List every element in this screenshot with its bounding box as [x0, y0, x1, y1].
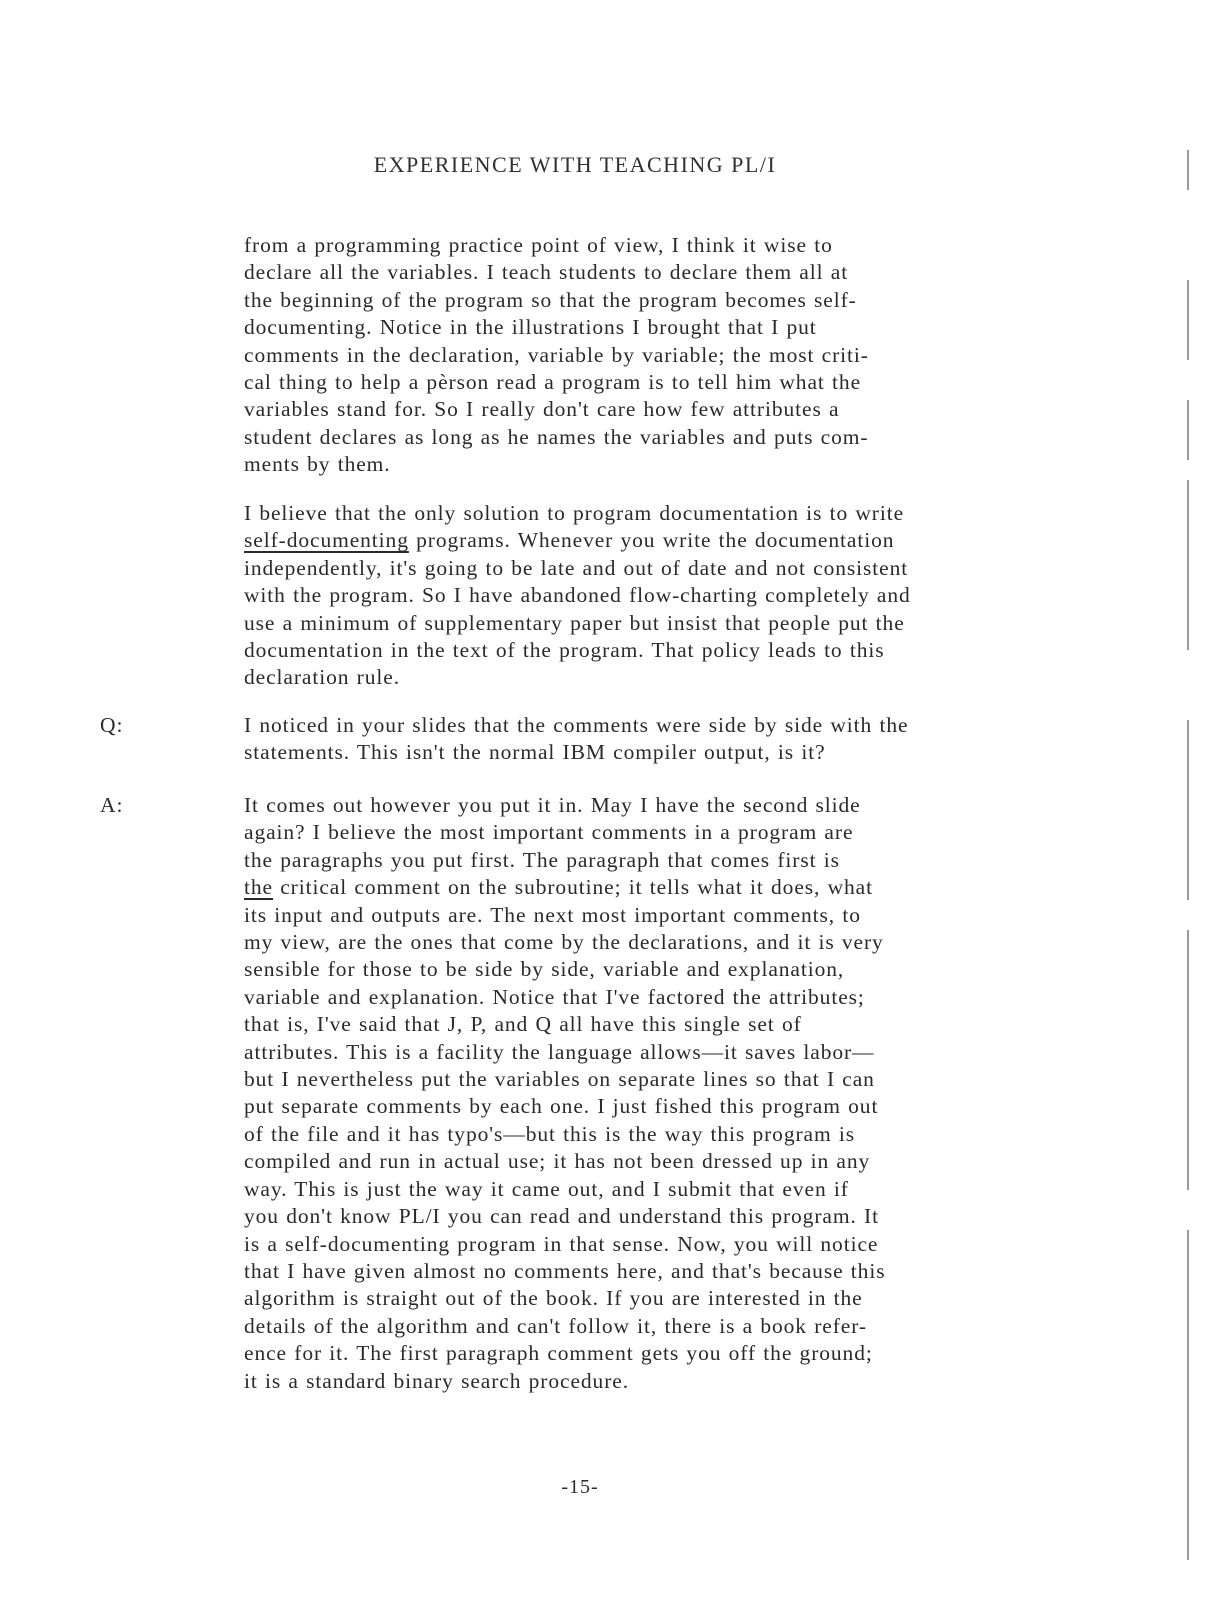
scan-edge-line: [1187, 480, 1189, 650]
text-line: use a minimum of supplementary paper but insist that people put the: [244, 610, 905, 635]
text-line: I noticed in your slides that the comments were side by side with the: [244, 713, 909, 737]
text-line: again? I believe the most important comments in a program are: [244, 820, 854, 845]
paragraph-declarations: [244, 232, 1089, 479]
text-line: compiled and run in actual use; it has not been dressed up in any: [244, 1149, 871, 1174]
text-line: my view, are the ones that come by the declarations, and it is very: [244, 930, 884, 955]
text-line: it is a standard binary search procedure.: [244, 1368, 629, 1393]
scan-edge-line: [1187, 720, 1189, 900]
text-line: statements. This isn't the normal IBM compiler output, is it?: [244, 740, 826, 765]
text-line: ence for it. The first paragraph comment gets you off the ground;: [244, 1341, 873, 1366]
text-line: ments by them.: [244, 452, 391, 477]
text-line: you don't know PL/I you can read and understand this program. It: [244, 1204, 879, 1229]
speaker-label-answer: A:: [100, 793, 124, 817]
text-line: the paragraphs you put first. The paragraph that comes first is: [244, 847, 840, 872]
page-number: -15-: [561, 1476, 599, 1498]
text-line: is a self-documenting program in that sense. Now, you will notice: [244, 1231, 879, 1256]
page-title: EXPERIENCE WITH TEACHING PL/I: [373, 152, 777, 177]
text-line: declaration rule.: [244, 665, 400, 690]
text-line: but I nevertheless put the variables on separate lines so that I can: [244, 1067, 875, 1092]
text-line: attributes. This is a facility the language allows—it saves labor—: [244, 1039, 875, 1064]
speaker-label-question: Q:: [100, 713, 124, 737]
text-line: that I have given almost no comments here, and that's because this: [244, 1258, 886, 1283]
text-line: variable and explanation. Notice that I've factored the attributes;: [244, 984, 865, 1009]
text-line: way. This is just the way it came out, and I submit that even if: [244, 1176, 849, 1201]
text-line: independently, it's going to be late and out of date and not consistent: [244, 555, 909, 580]
answer-text: [244, 792, 1089, 1395]
text-line: the beginning of the program so that the program becomes self-: [244, 287, 857, 312]
text-line: comments in the declaration, variable by variable; the most criti-: [244, 342, 869, 367]
text-line: details of the algorithm and can't follow it, there is a book refer-: [244, 1313, 867, 1338]
text-line: documentation in the text of the program. That policy leads to this: [244, 638, 885, 663]
text-line: [244, 527, 1089, 554]
underlined-emphasis: self-documenting: [244, 528, 409, 553]
text-line: variables stand for. So I really don't care how few attributes a: [244, 397, 840, 422]
scan-edge-line: [1187, 280, 1189, 360]
text-line: [244, 874, 1089, 901]
text-line: It comes out however you put it in. May I have the second slide: [244, 793, 861, 817]
scan-edge-line: [1187, 150, 1189, 190]
text-line-rest: critical comment on the subroutine; it tells what it does, what: [272, 875, 873, 900]
text-line-rest: programs. Whenever you write the documentation: [408, 528, 895, 553]
paragraph-documentation: [244, 500, 1089, 692]
scan-edge-line: [1187, 1230, 1189, 1560]
text-line: sensible for those to be side by side, variable and explanation,: [244, 957, 845, 982]
text-line: I believe that the only solution to program documentation is to write: [244, 501, 905, 525]
underlined-emphasis: the: [244, 875, 273, 900]
text-line: declare all the variables. I teach students to declare them all at: [244, 260, 849, 285]
scan-edge-line: [1187, 930, 1189, 1190]
text-line: that is, I've said that J, P, and Q all have this single set of: [244, 1012, 802, 1037]
text-line: algorithm is straight out of the book. If you are interested in the: [244, 1286, 863, 1311]
text-line: cal thing to help a pèrson read a program is to tell him what the: [244, 370, 862, 395]
text-line: of the file and it has typo's—but this is the way this program is: [244, 1121, 856, 1146]
question-text: [244, 712, 1089, 767]
text-line: put separate comments by each one. I just fished this program out: [244, 1094, 879, 1119]
text-line: student declares as long as he names the variables and puts com-: [244, 424, 869, 449]
text-line: documenting. Notice in the illustrations I brought that I put: [244, 315, 817, 340]
text-line: from a programming practice point of view, I think it wise to: [244, 233, 833, 257]
text-line: with the program. So I have abandoned flow-charting completely and: [244, 583, 911, 608]
scan-edge-line: [1187, 400, 1189, 460]
text-line: its input and outputs are. The next most important comments, to: [244, 902, 861, 927]
